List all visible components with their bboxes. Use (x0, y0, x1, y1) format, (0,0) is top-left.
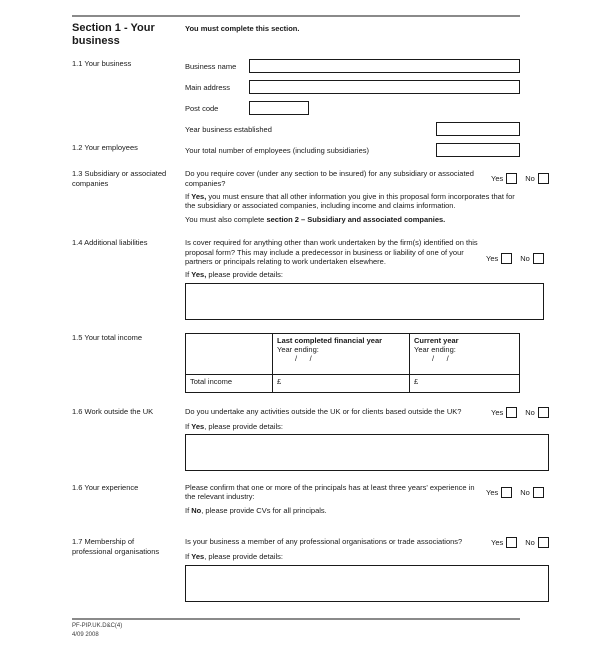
main-address-line (185, 80, 520, 94)
row-1-7-if-yes-line: If Yes, please provide details: (185, 552, 284, 562)
row-1-6b-yes-label: Yes (486, 487, 499, 497)
row-1-6b-no-label: No (520, 487, 530, 497)
form-page (0, 15, 600, 650)
row-1-7-membership (72, 537, 535, 601)
row-1-7-content (185, 537, 549, 601)
row-1-3-yes-label: Yes (491, 174, 504, 184)
year-established-label: Year business established (185, 124, 272, 134)
row-1-3-yes-checkbox[interactable] (506, 173, 517, 184)
row-1-7-label: 1.7 Membership of professional organisations (72, 537, 160, 556)
row-1-6b-question-row (185, 483, 544, 502)
business-name-input[interactable] (249, 59, 520, 73)
row-1-4-content (185, 238, 544, 320)
row-1-6a-yes-label: Yes (491, 407, 504, 417)
income-table-empty-header (186, 333, 273, 374)
row-1-4-details-box[interactable] (185, 283, 544, 320)
row-1-6a-details-box[interactable] (185, 434, 549, 471)
year-established-input[interactable] (436, 122, 520, 136)
row-1-7-no-label: No (525, 538, 535, 548)
row-1-4-yes-checkbox[interactable] (501, 253, 512, 264)
row-1-6b-question: Please confirm that one or more of the principals has at least three years' experience in the relevant industry: (185, 483, 475, 502)
row-1-7-yes-label: Yes (491, 538, 504, 548)
row-1-6-your-experience (72, 483, 530, 515)
income-table-last-year-header: Last completed financial year Year ending: / / (273, 333, 410, 374)
row-1-4-no-checkbox[interactable] (533, 253, 544, 264)
row-1-4-label: 1.4 Additional liabilities (72, 238, 148, 248)
row-1-3-label: 1.3 Subsidiary or associated companies (72, 169, 167, 188)
row-1-7-yes-no-group (485, 537, 549, 548)
post-code-input[interactable] (249, 101, 309, 115)
row-1-3-note-2: You must also complete section 2 – Subsidiary and associated companies. (185, 214, 446, 224)
footer-divider (72, 618, 520, 620)
row-1-6a-question: Do you undertake any activities outside the UK or for clients based outside the UK? (185, 406, 462, 416)
section-instruction: You must complete this section. (185, 24, 300, 33)
employees-total-input[interactable] (436, 143, 520, 157)
income-table-header-row (186, 333, 520, 374)
main-address-label: Main address (185, 82, 231, 92)
main-address-input[interactable] (249, 80, 520, 94)
row-1-6a-question-row (185, 407, 549, 418)
total-income-current-year-cell[interactable]: £ (410, 374, 520, 392)
row-1-4-yes-no-group (480, 253, 544, 264)
row-1-6b-content (185, 483, 544, 515)
footer-form-date: 4/09 2008 (72, 631, 99, 638)
row-1-3-content (185, 169, 549, 224)
row-1-3-no-checkbox[interactable] (538, 173, 549, 184)
current-year-date-field[interactable]: / / (432, 353, 449, 363)
top-divider (72, 15, 520, 17)
total-income-table (185, 333, 520, 393)
row-1-2-label: 1.2 Your employees (72, 143, 138, 153)
row-1-1-fields (185, 59, 520, 143)
section-header (72, 22, 520, 47)
row-1-6b-no-checkbox[interactable] (533, 487, 544, 498)
row-1-3-no-label: No (525, 174, 535, 184)
row-1-4-additional-liabilities (72, 238, 530, 320)
row-1-4-if-yes-line: If Yes, please provide details: (185, 270, 283, 280)
row-1-2-your-employees (72, 143, 520, 157)
row-1-4-question: Is cover required for anything other than work undertaken by the firm(s) identified on this proposal form? This may include a predecessor in business or liability of one of your partners or principals relating to work undertaken elsewhere. (185, 238, 478, 266)
row-1-1-label: 1.1 Your business (72, 59, 132, 69)
post-code-label: Post code (185, 103, 219, 113)
row-1-3-yes-no-group (485, 173, 549, 184)
footer-form-reference: PF-PIP.UK.D&C(4) (72, 622, 123, 629)
row-1-5-label: 1.5 Your total income (72, 332, 143, 342)
row-1-3-note-1: If Yes, you must ensure that all other information you give in this proposal form incorporates that for the subsidiary or associated companies, including income and claims information. (185, 192, 515, 211)
total-income-row-label: Total income (186, 374, 273, 392)
row-1-5-total-income (72, 333, 520, 393)
row-1-3-question: Do you require cover (under any section to be insured) for any subsidiary or associated companies? (185, 169, 474, 188)
income-table-current-year-header: Current year Year ending: / / (410, 333, 520, 374)
row-1-6-work-outside-uk (72, 406, 535, 471)
row-1-5-content (185, 333, 520, 393)
row-1-7-no-checkbox[interactable] (538, 537, 549, 548)
business-name-label: Business name (185, 61, 237, 71)
row-1-3-question-row (185, 169, 549, 188)
row-1-1-your-business (72, 59, 520, 143)
row-1-7-details-box[interactable] (185, 565, 549, 602)
last-year-ending-label: Year ending: (277, 344, 319, 354)
row-1-4-question-row (185, 238, 544, 266)
employees-question: Your total number of employees (including subsidiaries) (185, 145, 369, 155)
row-1-7-question-row (185, 537, 549, 548)
row-1-6a-no-label: No (525, 407, 535, 417)
section-title: Section 1 - Your business (72, 22, 155, 47)
total-income-last-year-cell[interactable]: £ (273, 374, 410, 392)
last-year-date-field[interactable]: / / (295, 353, 312, 363)
row-1-6a-if-yes-line: If Yes, please provide details: (185, 421, 284, 431)
year-established-line (185, 122, 520, 136)
income-table-data-row (186, 374, 520, 392)
row-1-6b-if-no-line: If No, please provide CVs for all principals. (185, 505, 327, 515)
row-1-6a-no-checkbox[interactable] (538, 407, 549, 418)
row-1-6b-yes-no-group (480, 487, 544, 498)
row-1-6a-yes-checkbox[interactable] (506, 407, 517, 418)
row-1-6a-yes-no-group (485, 407, 549, 418)
post-code-line (185, 101, 520, 115)
row-1-6a-content (185, 407, 549, 471)
footer (72, 622, 520, 640)
business-name-line (185, 59, 520, 73)
row-1-6b-yes-checkbox[interactable] (501, 487, 512, 498)
row-1-7-question: Is your business a member of any professional organisations or trade associations? (185, 537, 463, 547)
row-1-2-fields (185, 143, 520, 157)
row-1-4-no-label: No (520, 254, 530, 264)
row-1-6a-label: 1.6 Work outside the UK (72, 406, 154, 416)
row-1-7-yes-checkbox[interactable] (506, 537, 517, 548)
row-1-4-yes-label: Yes (486, 254, 499, 264)
row-1-6b-label: 1.6 Your experience (72, 483, 139, 493)
row-1-3-subsidiary-companies (72, 169, 535, 224)
current-year-ending-label: Year ending: (414, 344, 456, 354)
